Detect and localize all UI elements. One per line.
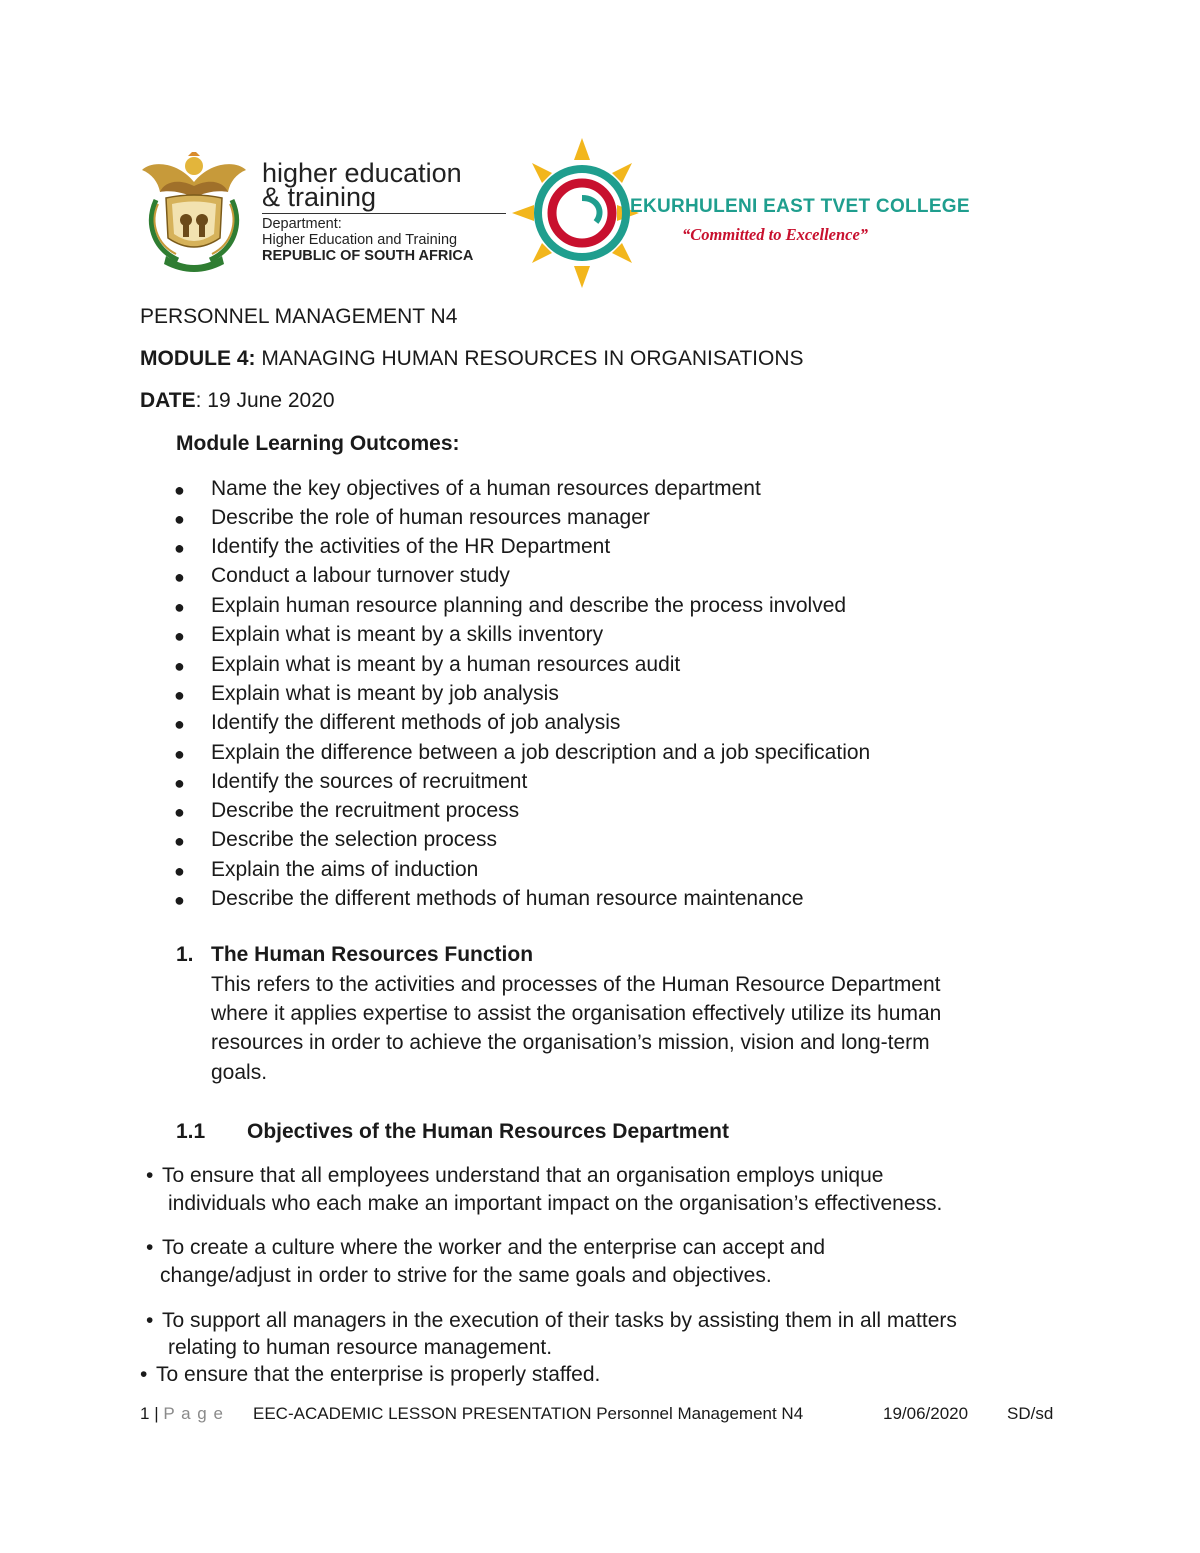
objective-line: individuals who each make an important impact on the organisation’s effectiveness. [168,1192,943,1215]
footer-separator: | [154,1404,159,1423]
college-motto: “Committed to Excellence” [682,225,869,244]
outcome-item: Identify the activities of the HR Department [211,535,611,558]
outcome-item: Describe the different methods of human resource maintenance [211,887,804,910]
module-label: MODULE 4: [140,347,256,370]
bullet-icon: ● [174,890,185,910]
outcome-item: Conduct a labour turnover study [211,564,510,587]
objective-line: To create a culture where the worker and the enterprise can accept and [162,1236,826,1259]
bullet-icon: ● [174,656,185,676]
objective-bullet-icon: • [146,1164,154,1187]
bullet-icon: ● [174,509,185,529]
bullet-icon: ● [174,597,185,617]
outcome-item: Name the key objectives of a human resources department [211,477,761,500]
date-value: : 19 June 2020 [195,389,335,412]
outcome-item: Identify the different methods of job analysis [211,711,621,734]
section1-paragraph-line: This refers to the activities and processes of the Human Resource Department [211,973,941,996]
outcome-item: Explain what is meant by a human resources audit [211,653,681,676]
footer-title: EEC-ACADEMIC LESSON PRESENTATION Personnel Management N4 [253,1404,804,1423]
dhet-dept-label: Department: [262,216,342,232]
date-label: DATE [140,389,196,412]
bullet-icon: ● [174,538,185,558]
dhet-title-line2: & training [262,182,377,212]
module-value: MANAGING HUMAN RESOURCES IN ORGANISATIONS [255,347,804,370]
footer-page-word: P a g e [163,1404,224,1423]
section1-paragraph-line: where it applies expertise to assist the organisation effectively utilize its human [211,1002,942,1025]
objective-line: To support all managers in the execution of their tasks by assisting them in all matters [162,1309,957,1332]
bullet-icon: ● [174,773,185,793]
bullet-icon: ● [174,480,185,500]
dhet-country: REPUBLIC OF SOUTH AFRICA [262,248,474,264]
bullet-icon: ● [174,567,185,587]
coat-of-arms-icon [138,152,250,272]
objective-bullet-icon: • [146,1236,154,1259]
objective-line: change/adjust in order to strive for the same goals and objectives. [160,1264,772,1287]
objective-line: relating to human resource management. [168,1336,553,1359]
section1-1-number: 1.1 [176,1120,206,1143]
objective-bullet-icon: • [146,1309,154,1332]
outcome-item: Identify the sources of recruitment [211,770,528,793]
section1-paragraph-line: goals. [211,1061,268,1084]
dhet-dept-name: Higher Education and Training [262,232,458,248]
college-logo [512,138,970,288]
footer-initials: SD/sd [1007,1404,1054,1423]
section1-1-title: Objectives of the Human Resources Department [247,1120,729,1143]
objective-bullet-icon: • [140,1363,148,1386]
dhet-title-line1: higher education [262,158,462,188]
subject-title: PERSONNEL MANAGEMENT N4 [140,305,458,328]
objective-line: To ensure that all employees understand that an organisation employs unique [162,1164,884,1187]
outcome-item: Describe the recruitment process [211,799,520,822]
objective-line: To ensure that the enterprise is properly staffed. [156,1363,601,1386]
bullet-icon: ● [174,626,185,646]
bullet-icon: ● [174,744,185,764]
section1-paragraph-line: resources in order to achieve the organisation’s mission, vision and long-term [211,1031,930,1054]
outcome-item: Explain what is meant by job analysis [211,682,559,705]
bullet-icon: ● [174,861,185,881]
dhet-logo [138,152,508,272]
dhet-divider [262,213,506,214]
bullet-icon: ● [174,714,185,734]
outcome-item: Explain the difference between a job description and a job specification [211,741,871,764]
bullet-icon: ● [174,685,185,705]
outcomes-heading: Module Learning Outcomes: [176,432,460,455]
footer-date: 19/06/2020 [883,1404,969,1423]
section1-title: The Human Resources Function [211,943,534,966]
outcome-item: Explain human resource planning and describe the process involved [211,594,847,617]
college-sun-emblem-icon [512,138,642,288]
page-footer [140,1404,224,1424]
footer-page-number: 1 [140,1404,150,1423]
section1-number: 1. [176,943,194,966]
college-name: EKURHULENI EAST TVET COLLEGE [630,196,970,217]
outcome-item: Describe the selection process [211,828,497,851]
bullet-icon: ● [174,802,185,822]
bullet-icon: ● [174,831,185,851]
date-line [140,389,335,413]
outcome-item: Explain the aims of induction [211,858,479,881]
module-line [140,347,804,371]
outcome-item: Explain what is meant by a skills inventory [211,623,604,646]
outcome-item: Describe the role of human resources manager [211,506,650,529]
